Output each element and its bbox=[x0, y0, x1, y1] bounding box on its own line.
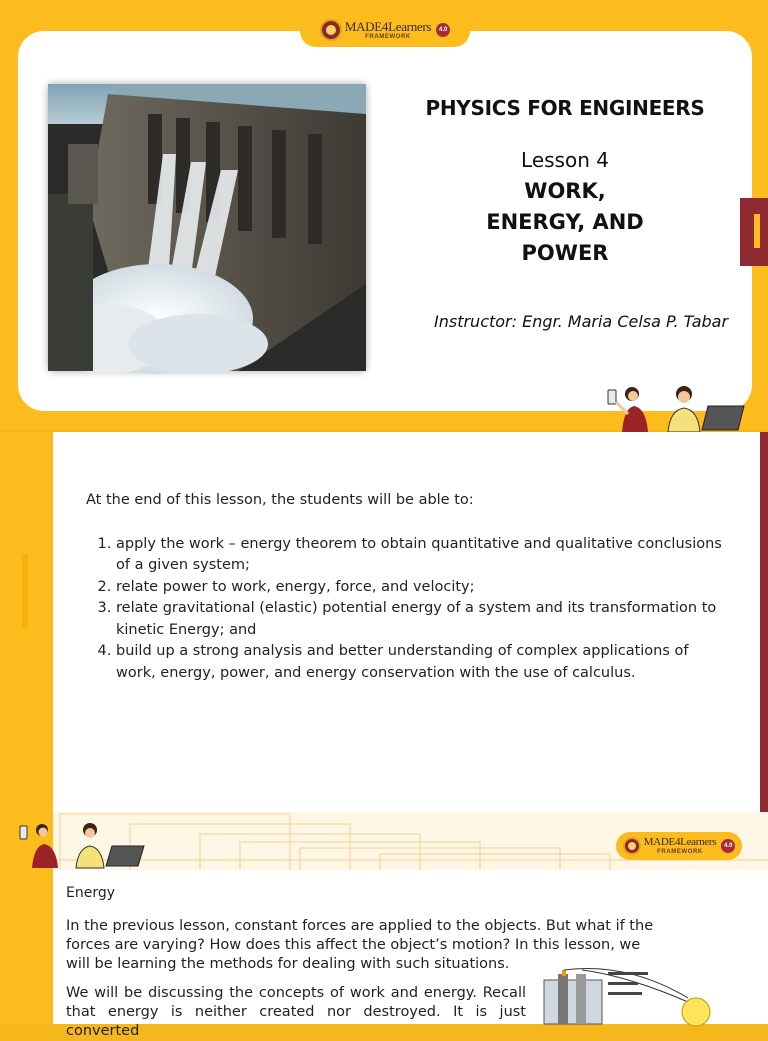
objective-item: 3. relate gravitational (elastic) potential energy of a system and its transformation to kinetic Energy; and bbox=[116, 598, 726, 641]
instructor-name: Instructor: Engr. Maria Celsa P. Tabar bbox=[434, 312, 729, 331]
logo-name: MADE4Learners bbox=[344, 19, 432, 34]
learning-objectives bbox=[86, 490, 726, 684]
decorative-bar bbox=[22, 554, 28, 628]
side-tab bbox=[740, 198, 768, 266]
objective-item: 2. relate power to work, energy, force, and velocity; bbox=[116, 577, 726, 599]
title-slide bbox=[0, 0, 768, 430]
university-seal-icon bbox=[623, 837, 641, 855]
energy-paragraph: We will be discussing the concepts of work and energy. Recall that energy is neither created nor destroyed. It is just converted bbox=[66, 985, 526, 1039]
version-badge: 4.0 bbox=[721, 839, 735, 853]
course-title: PHYSICS FOR ENGINEERS bbox=[425, 96, 705, 120]
objectives-intro: At the end of this lesson, the students will be able to: bbox=[86, 492, 474, 508]
version-badge: 4.0 bbox=[436, 23, 450, 37]
objectives-list bbox=[86, 534, 726, 685]
university-seal-icon bbox=[320, 19, 342, 41]
energy-slide bbox=[0, 812, 768, 1039]
dam-photo bbox=[48, 84, 366, 371]
lesson-title: WORK, ENERGY, AND POWER bbox=[486, 179, 644, 265]
students-illustration-icon bbox=[604, 384, 750, 432]
section-heading: Energy bbox=[66, 885, 116, 901]
intro-paragraph: In the previous lesson, constant forces are applied to the objects. But what if the forces are varying? How does this affect the object’s motion? In this lesson, we will be learning the methods for dealing with such situations. bbox=[66, 918, 654, 972]
objectives-slide bbox=[0, 432, 768, 812]
brand-logo bbox=[616, 832, 742, 860]
students-illustration-icon bbox=[18, 818, 148, 868]
logo-subtitle: FRAMEWORK bbox=[365, 34, 411, 40]
title-block bbox=[380, 96, 750, 269]
electrochemical-cell-diagram bbox=[538, 968, 716, 1024]
logo-name: MADE4Learners bbox=[643, 836, 717, 848]
lesson-number: Lesson 4 bbox=[521, 148, 609, 172]
right-accent-bar bbox=[760, 432, 768, 812]
objective-item: 4. build up a strong analysis and better understanding of complex applications of work, energy, power, and energy conservation with the use of calculus. bbox=[116, 641, 726, 684]
objective-item: 1. apply the work – energy theorem to obtain quantitative and qualitative conclusions of a given system; bbox=[116, 534, 726, 577]
logo-subtitle: FRAMEWORK bbox=[657, 849, 703, 855]
brand-logo bbox=[300, 13, 470, 47]
